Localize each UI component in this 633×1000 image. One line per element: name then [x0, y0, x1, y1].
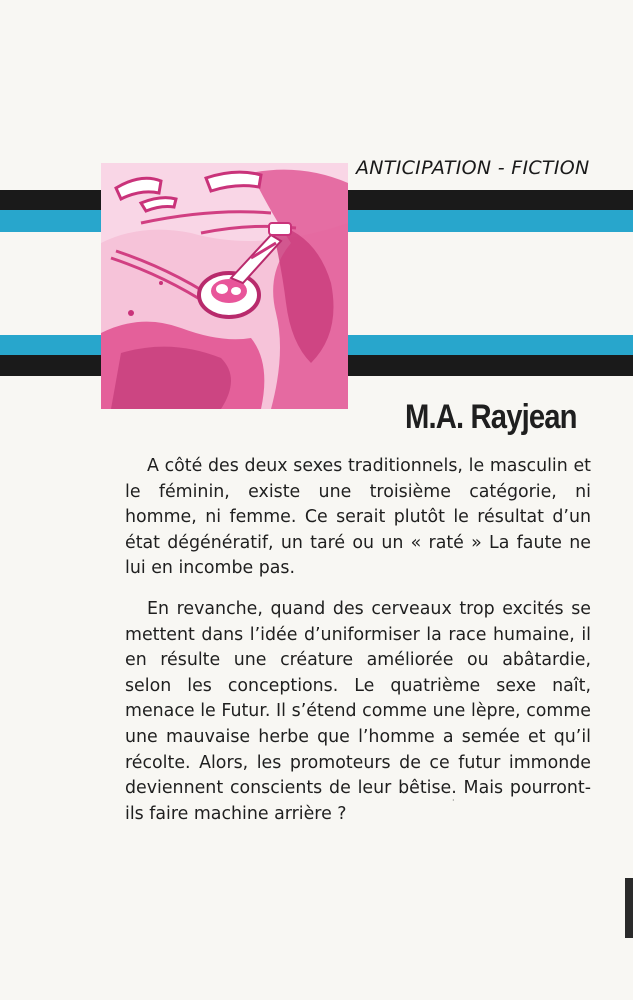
synopsis-paragraph-2: En revanche, quand des cerveaux trop excités se mettent dans l’idée d’uniformiser la race humaine, il en résulte une créature améliorée ou abâtardie, selon les conceptions. Le quatrième sexe naît, menace le Futur. Il s’étend comme une lèpre, comme une mauvaise herbe que l’homme a semée et qu’il récolte. Alors, les promoteurs de ce futur immonde deviennent conscients de leur bêtise. Mais pourront-ils faire machine arrière ?: [125, 598, 591, 824]
edge-wear-mark: [625, 878, 633, 938]
book-synopsis: [125, 454, 591, 827]
series-label: ANTICIPATION - FICTION: [356, 157, 590, 179]
pink-sci-fi-vehicle-illustration-icon: [101, 163, 348, 409]
author-name: M.A. Rayjean: [405, 398, 577, 436]
synopsis-paragraph-1: A côté des deux sexes traditionnels, le masculin et le féminin, existe une troisième catégorie, ni homme, ni femme. Ce serait plutôt le résultat d’un état dégénératif, un taré ou un « raté » La faute ne lui en incombe pas.: [125, 456, 591, 579]
cover-illustration: [101, 163, 348, 409]
print-speck: ·: [452, 796, 455, 805]
